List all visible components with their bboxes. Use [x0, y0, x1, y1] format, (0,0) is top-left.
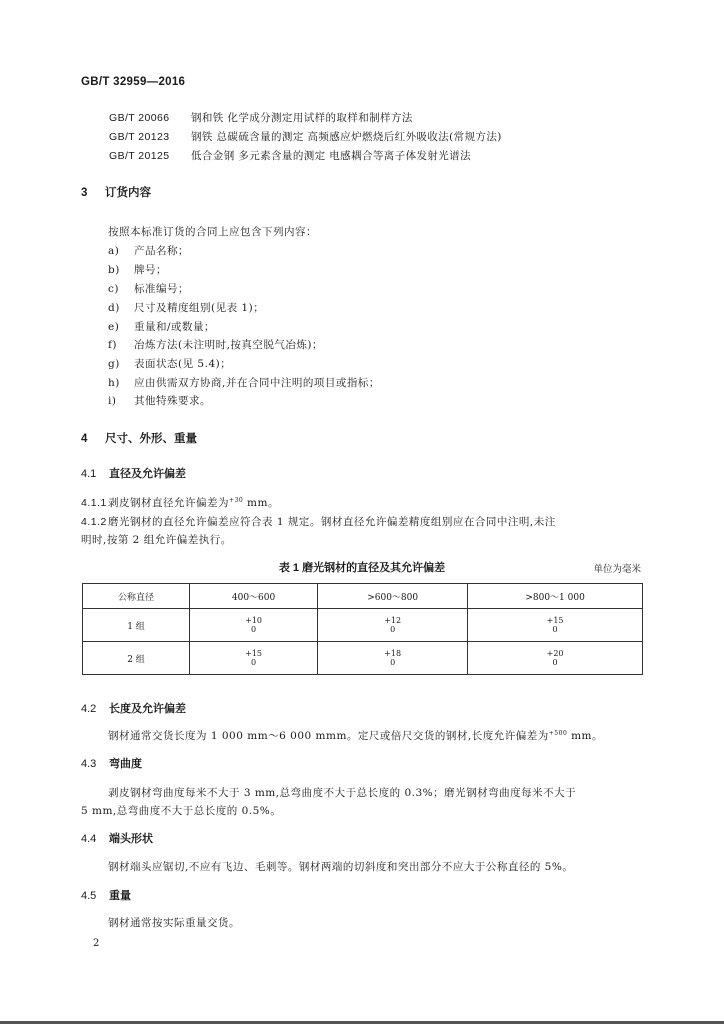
reference-code: GB/T 20125 [109, 150, 170, 162]
table-header-cell: >600～800 [318, 584, 468, 609]
reference-code: GB/T 20123 [109, 131, 170, 143]
section-4-3-heading: 4.3 弯曲度 [81, 758, 142, 770]
list-item: d) 尺寸及精度组别(见表 1)； [108, 302, 265, 314]
standard-code: GB/T 32959—2016 [81, 76, 186, 88]
group-cell: 1 组 [83, 609, 190, 642]
page-number: 2 [93, 938, 100, 949]
section-4-2-heading: 4.2 长度及允许偏差 [81, 703, 186, 715]
table-header-cell: 400～600 [189, 584, 317, 609]
reference-title: 钢铁 总碳硫含量的测定 高频感应炉燃烧后红外吸收法(常规方法) [191, 131, 502, 143]
clause-4-1-2: 4.1.2磨光钢材的直径允许偏差应符合表 1 规定。钢材直径允许偏差精度组别应在合同中注明,未注 [81, 516, 556, 528]
reference-title: 低合金钢 多元素含量的测定 电感耦合等离子体发射光谱法 [191, 150, 471, 162]
list-item: f) 冶炼方法(未注明时,按真空脱气冶炼)； [108, 339, 324, 351]
tolerance-cell: +12 0 [318, 609, 468, 642]
table-unit: 单位为毫米 [593, 564, 641, 575]
list-item: c) 标准编号； [108, 283, 189, 295]
list-item: b) 牌号； [108, 264, 167, 276]
clause-4-1-2-continued: 明时,按第 2 组允许偏差执行。 [81, 534, 232, 546]
tolerance-table [82, 583, 643, 675]
table-header-cell: 公称直径 [83, 584, 190, 609]
section-4-4-heading: 4.4 端头形状 [81, 833, 153, 845]
section-4-5-text: 钢材通常按实际重量交货。 [108, 917, 240, 929]
table-row [83, 609, 643, 642]
tolerance-cell: +15 0 [189, 642, 317, 675]
clause-4-1-1: 4.1.1剥皮钢材直径允许偏差为$^{+30}$ mm。 [81, 497, 279, 509]
table-header-cell: >800～1 000 [468, 584, 643, 609]
tolerance-upper: +3 [229, 497, 239, 504]
section-3-intro: 按照本标准订货的合同上应包含下列内容： [108, 226, 317, 238]
tolerance-cell: +20 0 [468, 642, 643, 675]
list-item: e) 重量和/或数量； [108, 321, 216, 333]
section-4-1-heading: 4.1 直径及允许偏差 [81, 468, 186, 480]
reference-item [109, 110, 413, 125]
table-title: 表 1 磨光钢材的直径及其允许偏差 [278, 562, 446, 574]
list-item: a) 产品名称； [108, 245, 189, 257]
tolerance-lower: 0 [238, 497, 244, 504]
tolerance-cell: +15 0 [468, 609, 643, 642]
reference-item [109, 148, 471, 163]
section-4-heading: 4 尺寸、外形、重量 [81, 433, 197, 445]
tolerance-cell: +18 0 [318, 642, 468, 675]
list-item: g) 表面状态(见 5.4)； [108, 358, 232, 370]
list-item: h) 应由供需双方协商,并在合同中注明的项目或指标； [108, 377, 380, 389]
list-item: i) 其他特殊要求。 [108, 395, 211, 407]
group-cell: 2 组 [83, 642, 190, 675]
section-4-3-text: 剥皮钢材弯曲度每米不大于 3 mm,总弯曲度不大于总长度的 0.3%；磨光钢材弯曲度每米不大于 [108, 787, 577, 799]
section-4-5-heading: 4.5 重量 [81, 890, 131, 902]
table-row [83, 642, 643, 675]
reference-item [109, 129, 502, 144]
section-4-4-text: 钢材端头应锯切,不应有飞边、毛刺等。钢材两端的切斜度和突出部分不应大于公称直径的 5%。 [108, 861, 574, 873]
reference-title: 钢和铁 化学成分测定用试样的取样和制样方法 [191, 112, 413, 124]
tolerance-lower: 0 [562, 730, 568, 737]
tolerance-upper: +50 [548, 730, 563, 737]
reference-code: GB/T 20066 [109, 112, 170, 124]
section-3-heading: 3 订货内容 [81, 187, 151, 199]
tolerance-cell: +10 0 [189, 609, 317, 642]
section-4-2-text: 钢材通常交货长度为 1 000 mm～6 000 mmm。定尺或倍尺交货的钢材,长度允许偏差为$^{+500}$ mm。 [108, 730, 604, 742]
table-header-row [83, 584, 643, 609]
section-4-3-text-continued: 5 mm,总弯曲度不大于总长度的 0.5%。 [81, 805, 282, 817]
